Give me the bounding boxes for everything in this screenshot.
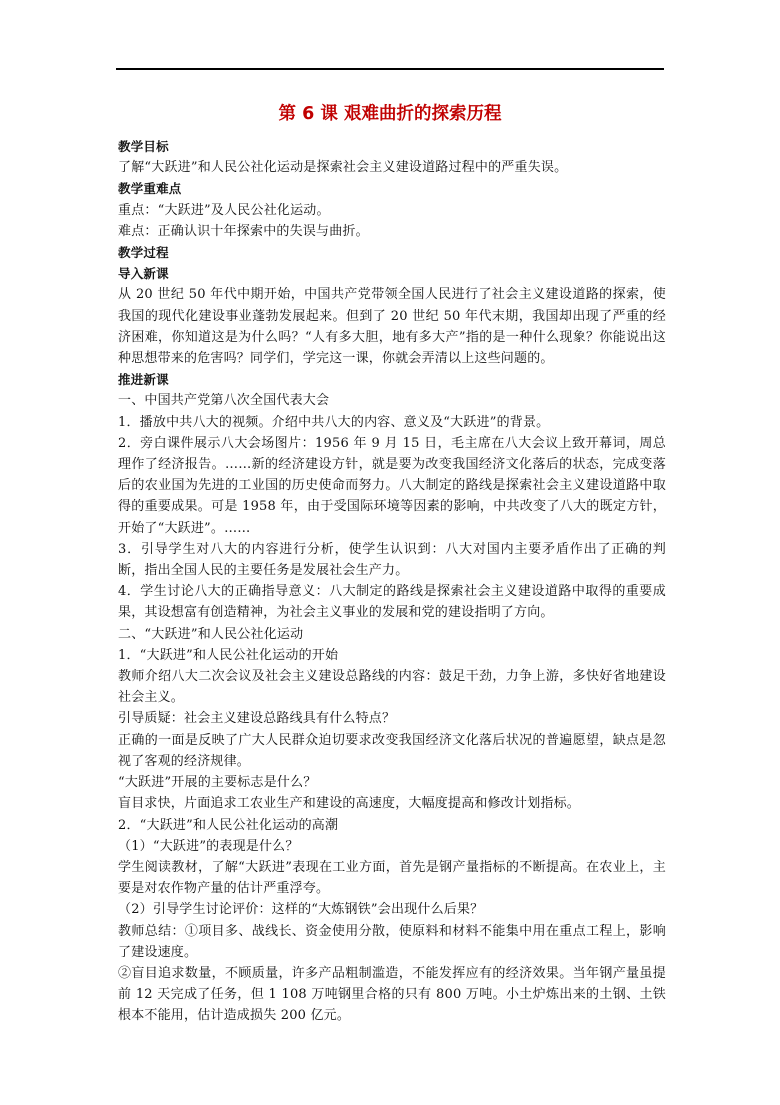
- paragraph: 1．播放中共八大的视频。介绍中共八大的内容、意义及“大跃进”的背景。: [118, 414, 550, 430]
- section-heading: 教学重难点: [118, 181, 182, 197]
- paragraph: 二、“大跃进”和人民公社化运动: [118, 626, 304, 642]
- paragraph: 教师介绍八大二次会议及社会主义建设总路线的内容：鼓足干劲，力争上游，多快好省地建设社会主义。: [118, 669, 666, 706]
- paragraph: 正确的一面是反映了广大人民群众迫切要求改变我国经济文化落后状况的普遍愿望，缺点是忽视了客观的经济规律。: [118, 732, 666, 769]
- paragraph: 盲目求快，片面追求工农业生产和建设的高速度，大幅度提高和修改计划指标。: [118, 796, 581, 812]
- paragraph: “大跃进”开展的主要标志是什么？: [118, 775, 317, 791]
- section-heading: 导入新课: [118, 266, 169, 282]
- section-heading: 教学过程: [118, 245, 169, 261]
- section-heading: 推进新课: [118, 372, 169, 388]
- paragraph: 学生阅读教材，了解“大跃进”表现在工业方面，首先是钢产量指标的不断提高。在农业上，主要是对农作物产量的估计严重浮夸。: [118, 859, 666, 897]
- paragraph: 2．“大跃进”和人民公社化运动的高潮: [118, 817, 339, 833]
- paragraph: 2．旁白课件展示八大会场图片：1956 年 9 月 15 日，毛主席在八大会议上致开幕词，周总理作了经济报告。……新的经济建设方针，就是要为改变我国经济文化落后的状态，完成变落后的农业国为先进的工业国的历史使命而努力。八大制定的路线是探索社会主义建设道路中取得的重要成果。可是 1958 年，由于受国际环境等因素的影响，中共改变了八大的既定方针，开始了“大跃进”。……: [118, 435, 666, 536]
- header-rule: [116, 68, 664, 70]
- paragraph: 4．学生讨论八大的正确指导意义：八大制定的路线是探索社会主义建设道路中取得的重要成果，其设想富有创造精神，为社会主义事业的发展和党的建设指明了方向。: [118, 584, 666, 621]
- paragraph: （2）引导学生讨论评价：这样的“大炼钢铁”会出现什么后果？: [118, 902, 484, 918]
- paragraph: 了解“大跃进”和人民公社化运动是探索社会主义建设道路过程中的严重失误。: [118, 160, 568, 176]
- document-body: [118, 136, 666, 1027]
- paragraph: 从 20 世纪 50 年代中期开始，中国共产党带领全国人民进行了社会主义建设道路的探索，使我国的现代化建设事业蓬勃发展起来。但到了 20 世纪 50 年代末期，我国却出现了严重的经济困难，你知道这是为什么吗？“人有多大胆，地有多大产”指的是一种什么现象？你能说出这种思想带来的危害吗？同学们，学完这一课，你就会弄清以上这些问题的。: [118, 287, 666, 367]
- paragraph: （1）“大跃进”的表现是什么？: [118, 838, 299, 854]
- paragraph: ②盲目追求数量，不顾质量，许多产品粗制滥造，不能发挥应有的经济效果。当年钢产量虽提前 12 天完成了任务，但 1 108 万吨钢里合格的只有 800 万吨。小土炉炼出来的土钢、土铁根本不能用，估计造成损失 200 亿元。: [118, 965, 666, 1024]
- paragraph: 3．引导学生对八大的内容进行分析，使学生认识到：八大对国内主要矛盾作出了正确的判断，指出全国人民的主要任务是发展社会生产力。: [118, 541, 666, 579]
- section-heading: 教学目标: [118, 139, 169, 154]
- paragraph: 引导质疑：社会主义建设总路线具有什么特点？: [118, 711, 396, 727]
- page-title: 第 6 课 艰难曲折的探索历程: [278, 104, 502, 124]
- paragraph: 一、中国共产党第八次全国代表大会: [118, 393, 330, 409]
- paragraph: 重点：“大跃进”及人民公社化运动。: [118, 202, 330, 218]
- paragraph: 难点：正确认识十年探索中的失误与曲折。: [118, 223, 369, 239]
- paragraph: 教师总结：①项目多、战线长、资金使用分散，使原料和材料不能集中用在重点工程上，影响了建设速度。: [118, 923, 666, 960]
- paragraph: 1．“大跃进”和人民公社化运动的开始: [118, 647, 339, 663]
